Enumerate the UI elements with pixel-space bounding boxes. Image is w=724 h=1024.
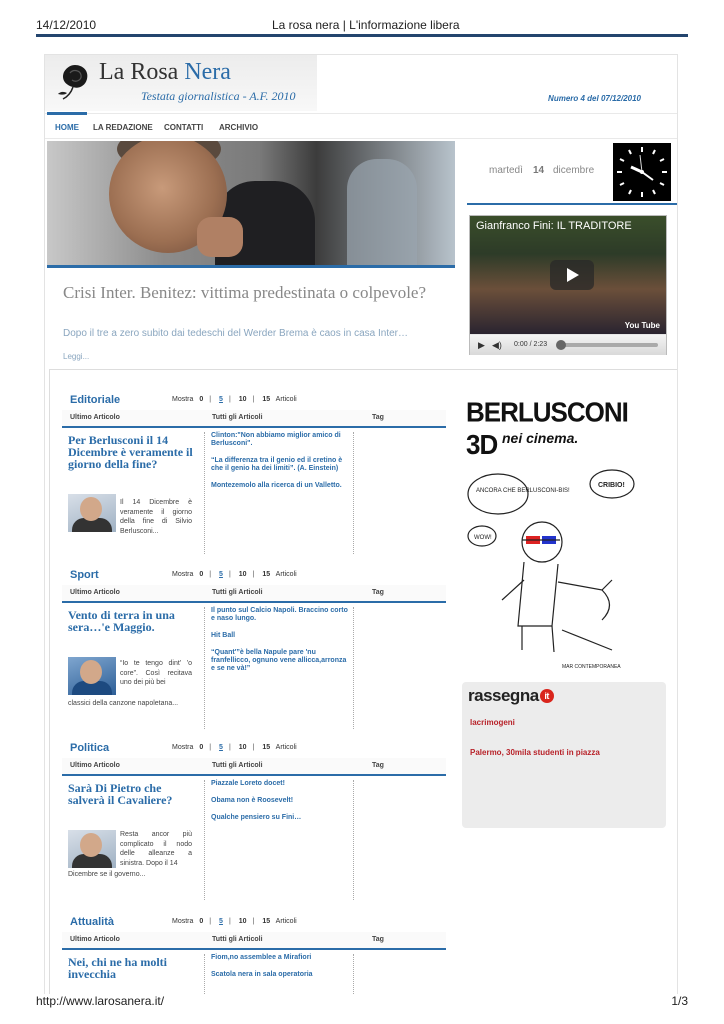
article-title[interactable]: Sarà Di Pietro che salverà il Cavaliere?: [68, 781, 173, 807]
clock-icon: [613, 143, 671, 201]
article-excerpt: “Io te tengo dint' 'o core”. Così recitava uno dei più bei: [120, 660, 192, 686]
ad-subheadline: nei cinema.: [502, 430, 579, 446]
issue-number: Numero 4 del 07/12/2010: [548, 94, 641, 103]
youtube-logo: You Tube: [624, 321, 660, 330]
video-screen[interactable]: [470, 216, 666, 334]
article-link[interactable]: Hit Ball: [211, 632, 236, 639]
column-headers: Ultimo Articolo Tutti gli Articoli Tag: [62, 758, 446, 776]
date-widget: [467, 141, 677, 205]
read-more-link[interactable]: Leggi...: [63, 352, 90, 361]
article-link[interactable]: “La differenza tra il genio ed il cretino è che il genio ha dei limiti”. (A. Einstein): [211, 457, 343, 472]
nav-archivio[interactable]: ARCHIVIO: [219, 123, 259, 132]
article-links: [204, 607, 354, 729]
cartoon-signature: MAR CONTEMPORANEA: [562, 664, 621, 670]
content-area: [49, 369, 678, 994]
nav-redazione[interactable]: LA REDAZIONE: [93, 123, 153, 132]
show-count-control: Mostra 0 | 5 | 10 | 15 Articoli: [172, 744, 297, 751]
column-headers: Ultimo Articolo Tutti gli Articoli Tag: [62, 585, 446, 603]
video-time: 0:00 / 2:23: [514, 341, 548, 348]
article-link[interactable]: Piazzale Loreto docet!: [211, 780, 285, 787]
date-weekday: martedì: [489, 165, 523, 176]
cartoon-drawing: [462, 450, 658, 672]
rassegna-logo[interactable]: rassegna it: [468, 686, 554, 706]
article-link[interactable]: Qualche pensiero su Fini…: [211, 814, 302, 821]
article-thumbnail[interactable]: [68, 494, 116, 532]
article-thumbnail[interactable]: [68, 657, 116, 695]
article-links: [204, 780, 354, 900]
rassegna-item[interactable]: lacrimogeni: [470, 718, 515, 727]
print-page-title: La rosa nera | L'informazione libera: [272, 18, 460, 32]
section-title[interactable]: Politica: [70, 742, 110, 754]
show-10[interactable]: 10: [238, 396, 247, 403]
cartoon-bubble-2: CRIBIO!: [598, 482, 625, 489]
site-logo[interactable]: [45, 55, 317, 111]
article-excerpt-more: Dicembre se il governo...: [68, 871, 146, 878]
play-icon[interactable]: ▶: [478, 340, 485, 350]
article-excerpt-more: classici della canzone napoletana...: [68, 700, 179, 707]
article-excerpt: Il 14 Dicembre è veramente il giorno della fine di Silvio Berlusconi...: [120, 499, 192, 535]
cartoon-bubble-1: ANCORA CHE BERLUSCONI-BIS!: [476, 488, 570, 494]
date-month: dicembre: [553, 165, 595, 176]
print-footer: [36, 994, 688, 1010]
hero-title[interactable]: Crisi Inter. Benitez: vittima predestinata o colpevole?: [63, 283, 427, 302]
ad-headline: BERLUSCONI 3D: [466, 396, 628, 461]
section-attualita: [62, 910, 446, 994]
article-thumbnail[interactable]: [68, 830, 116, 868]
video-controls: [470, 335, 666, 355]
show-15[interactable]: 15: [262, 396, 271, 403]
cartoon-bubble-3: WOW!: [474, 535, 492, 541]
video-title: Gianfranco Fini: IL TRADITORE: [476, 220, 632, 232]
article-links: [204, 954, 354, 994]
article-link[interactable]: Fiom,no assemblee a Mirafiori: [211, 954, 312, 961]
article-links: [204, 432, 354, 554]
print-header: [36, 18, 688, 34]
section-editoriale: [62, 388, 446, 556]
video-player[interactable]: [469, 215, 667, 355]
article-excerpt: Resta ancor più complicato il nodo delle alleanze a sinistra. Dopo il 14: [120, 831, 192, 867]
section-title[interactable]: Editoriale: [70, 394, 121, 406]
section-title[interactable]: Attualità: [70, 916, 114, 928]
print-url: http://www.larosanera.it/: [36, 994, 165, 1008]
date-day: 14: [533, 165, 545, 176]
nav-contatti[interactable]: CONTATTI: [164, 123, 204, 132]
article-link[interactable]: Obama non è Roosevelt!: [211, 797, 294, 804]
rose-icon: [55, 61, 95, 101]
section-title[interactable]: Sport: [70, 569, 99, 581]
hero-divider: [47, 265, 455, 268]
main-nav: [45, 113, 678, 139]
site-name: [99, 59, 231, 86]
site-name-a: La Rosa: [99, 59, 179, 85]
show-count-control: Mostra 0 | 5 | 10 | 15 Articoli: [172, 918, 297, 925]
article-title[interactable]: Nei, chi ne ha molti invecchia: [68, 955, 167, 981]
hero-image[interactable]: [47, 141, 455, 265]
show-5[interactable]: 5: [219, 396, 223, 403]
article-title[interactable]: Vento di terra in una sera…'e Maggio.: [68, 608, 175, 634]
hero-subtitle: Dopo il tre a zero subito dai tedeschi del Werder Brema è caos in casa Inter…: [63, 328, 408, 339]
site-name-b: Nera: [184, 59, 231, 85]
article-title[interactable]: Per Berlusconi il 14 Dicembre è veramente il giorno della fine?: [68, 433, 193, 471]
print-date: 14/12/2010: [36, 18, 97, 32]
show-0[interactable]: 0: [199, 396, 204, 403]
rassegna-item[interactable]: Palermo, 30mila studenti in piazza: [470, 748, 600, 757]
article-link[interactable]: Il punto sul Calcio Napoli. Braccino corto e naso lungo.: [211, 607, 348, 622]
berlusconi-3d-cartoon[interactable]: [462, 396, 658, 672]
show-count-control: Mostra 0 | 5 | 10 | 15 Articoli: [172, 571, 297, 578]
article-link[interactable]: Scatola nera in sala operatoria: [211, 971, 313, 978]
site-tagline: Testata giornalistica - A.F. 2010: [141, 89, 296, 103]
article-link[interactable]: “Quant'”è bella Napule pare 'nu franfellicco, ognuno vene allicca,arronza e se ne và!”: [211, 649, 347, 672]
volume-icon[interactable]: ◀): [492, 340, 502, 350]
nav-active-indicator: [47, 112, 87, 115]
article-link[interactable]: Clinton:"Non abbiamo miglior amico di Berlusconi".: [211, 432, 341, 447]
section-sport: [62, 563, 446, 733]
rassegna-widget: [462, 682, 666, 828]
show-count-control: Mostra 0 | 5 | 10 | 15 Articoli: [172, 396, 297, 403]
article-link[interactable]: Montezemolo alla ricerca di un Valletto.: [211, 482, 342, 489]
column-headers: Ultimo Articolo Tutti gli Articoli Tag: [62, 410, 446, 428]
print-header-rule: [36, 34, 688, 37]
print-page-number: 1/3: [671, 994, 688, 1008]
video-seek-bar[interactable]: [558, 343, 658, 347]
column-headers: Ultimo Articolo Tutti gli Articoli Tag: [62, 932, 446, 950]
video-play-button[interactable]: [550, 260, 594, 290]
section-politica: [62, 736, 446, 908]
web-page: [44, 54, 678, 994]
nav-home[interactable]: HOME: [55, 123, 79, 132]
